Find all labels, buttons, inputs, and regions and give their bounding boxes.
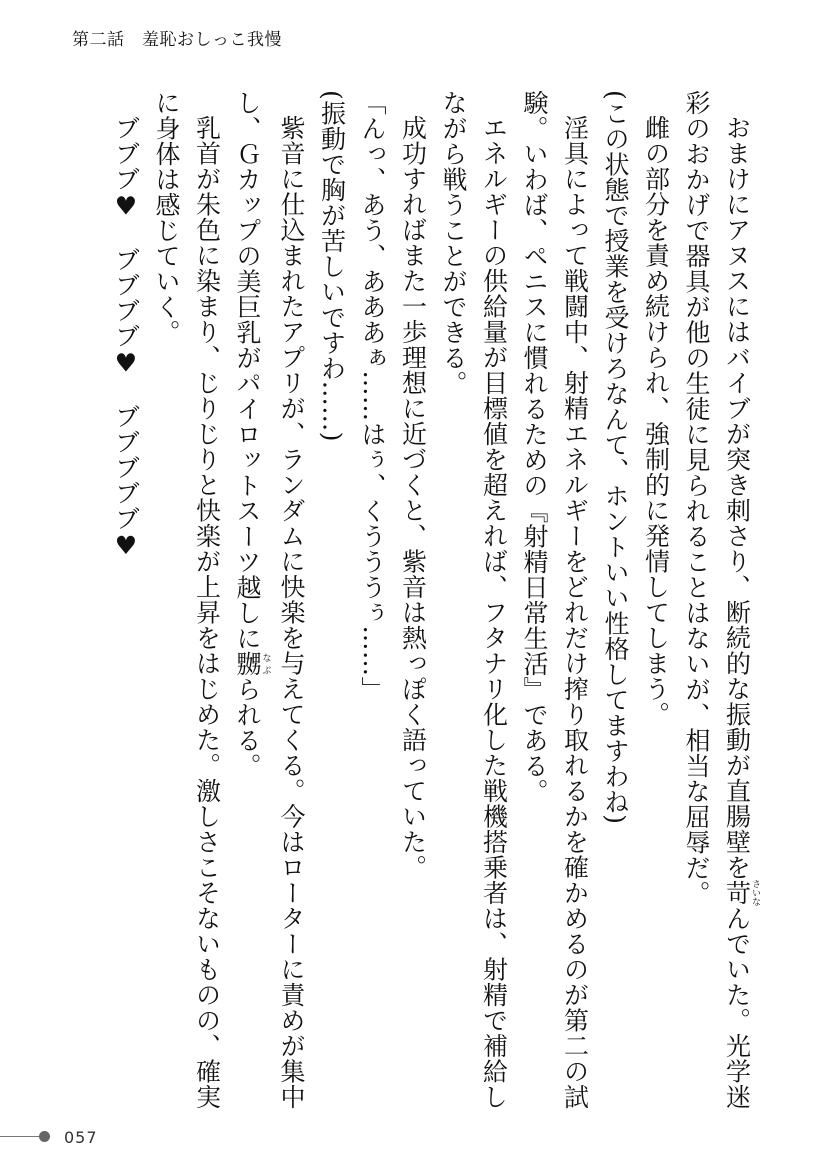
text-line bbox=[186, 90, 227, 1110]
body-text bbox=[60, 90, 760, 1110]
line-text: し、Ｇカップの美巨乳がパイロットスーツ越しに bbox=[233, 90, 262, 651]
line-text: 験。いわば、ペニスに慣れるための『射精日常生活』である。 bbox=[520, 90, 549, 804]
text-line bbox=[554, 90, 595, 1110]
text-line bbox=[514, 90, 555, 1110]
ruby-annotation bbox=[233, 651, 271, 677]
text-line bbox=[392, 90, 433, 1110]
line-text: 雌の部分を責め続けられ、強制的に発情してしまう。 bbox=[641, 115, 671, 727]
line-text: 成功すればまた一歩理想に近づくと、紫音は熱っぽく語っていた。 bbox=[398, 115, 428, 880]
text-line bbox=[676, 90, 717, 1110]
text-line bbox=[227, 90, 271, 1110]
text-line bbox=[352, 90, 393, 1110]
line-text: に身体は感じていく。 bbox=[152, 90, 181, 345]
text-line bbox=[635, 90, 676, 1110]
line-text: おまけにアヌスにはバイブが突き刺さり、断続的な振動が直腸壁を bbox=[722, 115, 752, 880]
footer-dot-icon bbox=[39, 1131, 50, 1142]
ruby-reading: なぶ bbox=[260, 651, 271, 677]
line-text: (振動で胸が苦しいですわ……) bbox=[317, 90, 347, 443]
text-line bbox=[595, 90, 636, 1110]
line-text: 彩のおかげで器具が他の生徒に見られることはないが、相当な屈辱だ。 bbox=[682, 90, 711, 906]
line-text-after: んでいた。光学迷 bbox=[722, 905, 752, 1110]
line-text: 淫具によって戦闘中、射精エネルギーをどれだけ搾り取れるかを確かめるのが第二の試 bbox=[560, 115, 590, 1110]
chapter-header: 第二話 羞恥おしっこ我慢 bbox=[72, 30, 282, 50]
ruby-annotation bbox=[722, 879, 760, 907]
text-line bbox=[473, 90, 514, 1110]
line-text: (この状態で授業を受けろなんて、ホントいい性格してますわね) bbox=[601, 90, 630, 825]
text-line bbox=[271, 90, 312, 1110]
line-text: ブブブ♥ ブブブブ♥ ブブブブブ♥ bbox=[111, 115, 141, 561]
text-line bbox=[105, 90, 146, 1110]
line-text: 「んっ、あう、あああぁ……はぅ、くうううぅ……」 bbox=[358, 90, 387, 702]
line-text: ながら戦うことができる。 bbox=[439, 90, 468, 396]
page-number: 057 bbox=[64, 1128, 98, 1147]
line-text-after: られる。 bbox=[233, 676, 262, 779]
line-text: エネルギーの供給量が目標値を超えれば、フタナリ化した戦機搭乗者は、射精で補給し bbox=[479, 115, 509, 1110]
text-line bbox=[716, 90, 760, 1110]
text-line bbox=[146, 90, 187, 1110]
line-text: 乳首が朱色に染まり、じりじりと快楽が上昇をはじめた。激しさこそないものの、確実 bbox=[192, 115, 222, 1110]
ruby-base: 苛 bbox=[722, 879, 752, 907]
ruby-reading: さいな bbox=[750, 879, 760, 907]
text-line bbox=[311, 90, 352, 1110]
text-line bbox=[433, 90, 474, 1110]
ruby-base: 嬲 bbox=[233, 651, 262, 677]
footer-rule bbox=[0, 1136, 40, 1137]
page-footer bbox=[0, 1128, 140, 1148]
line-text: 紫音に仕込まれたアプリが、ランダムに快楽を与えてくる。今はローターに責めが集中 bbox=[277, 115, 306, 1110]
